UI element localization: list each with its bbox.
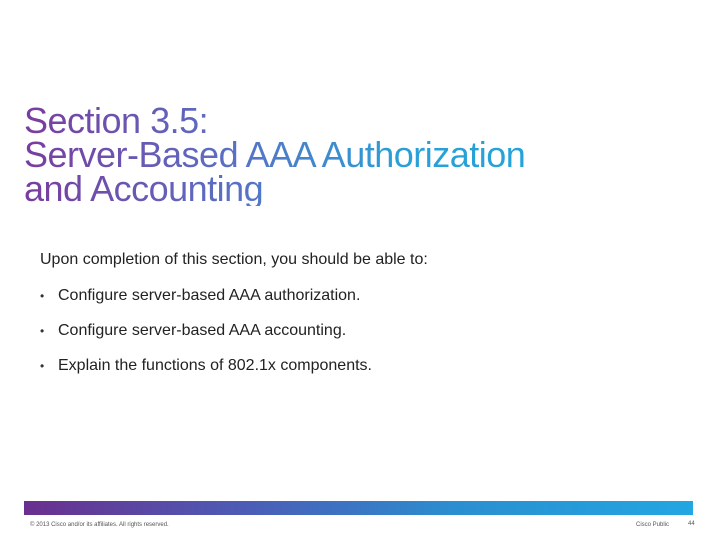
objective-text: Configure server-based AAA accounting. [58, 322, 347, 339]
objectives-list [40, 287, 372, 392]
section-title-line-1: Section 3.5: [24, 100, 209, 141]
footer-classification: Cisco Public [636, 522, 670, 528]
page-number: 44 [688, 521, 695, 527]
objective-text: Explain the functions of 802.1x components. [58, 357, 372, 374]
section-title-line-2: Server-Based AAA Authorization [24, 134, 526, 175]
objective-item [40, 287, 372, 305]
objective-text: Configure server-based AAA authorization. [58, 287, 361, 304]
bullet-icon: • [40, 324, 45, 338]
bullet-icon: • [40, 289, 45, 303]
bullet-icon: • [40, 359, 45, 373]
intro-text: Upon completion of this section, you should be able to: [40, 251, 428, 268]
footer-gradient-bar [24, 501, 693, 515]
section-title [24, 100, 704, 209]
section-title-line-3: and Accounting [24, 168, 264, 209]
objective-item [40, 322, 372, 340]
footer-copyright: © 2013 Cisco and/or its affiliates. All rights reserved. [30, 522, 169, 528]
objective-item [40, 357, 372, 375]
